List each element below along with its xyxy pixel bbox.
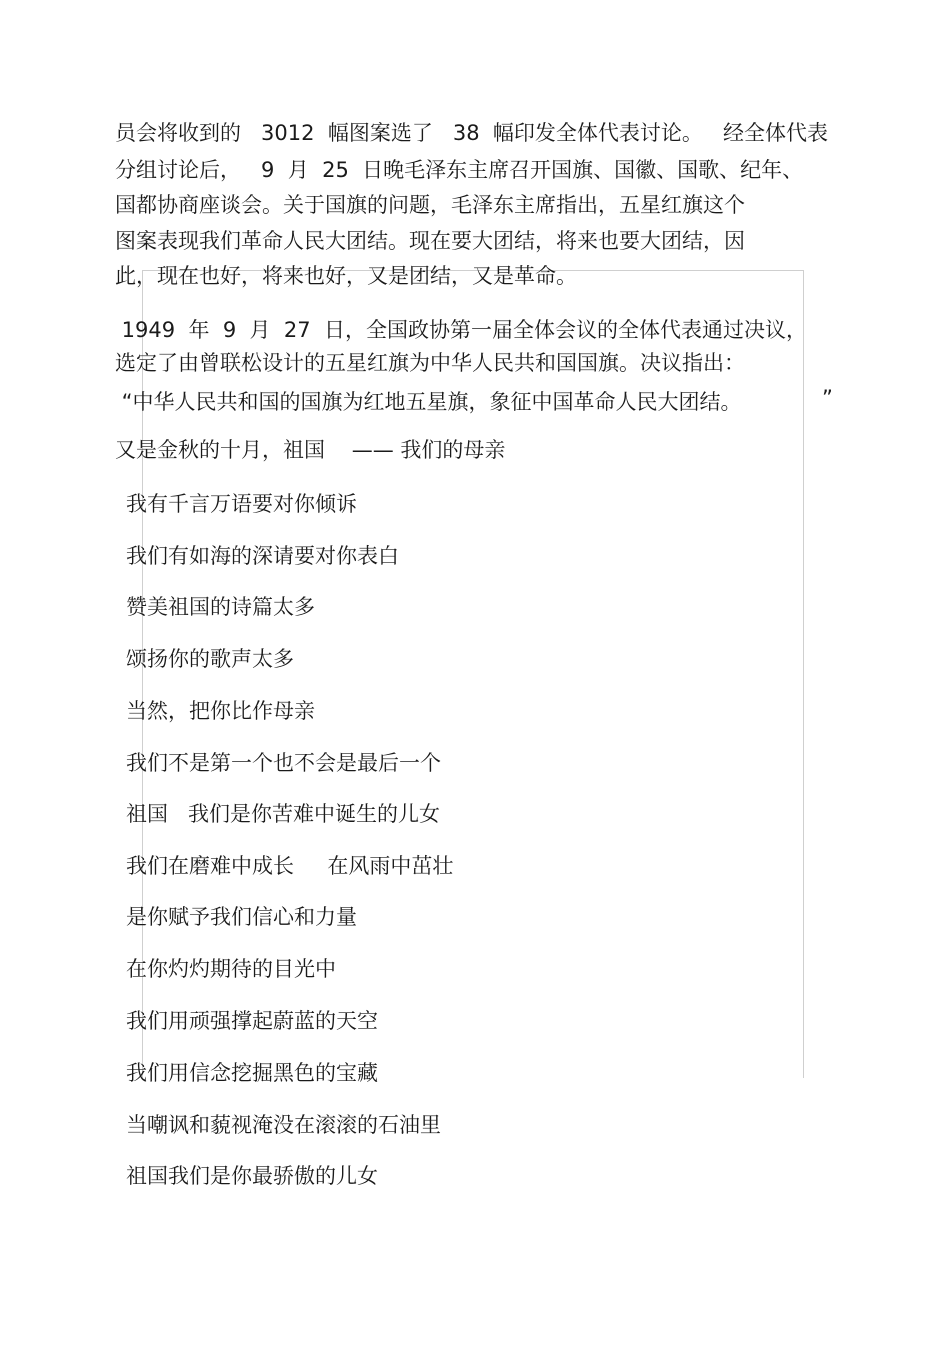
paragraph1-line-4: 图案表现我们革命人民大团结。现在要大团结，将来也要大团结，因: [115, 229, 745, 253]
paragraph2-line-2: 选定了由曾联松设计的五星红旗为中华人民共和国国旗。决议指出：: [115, 351, 745, 375]
poem-line: 在你灼灼期待的目光中: [126, 957, 336, 981]
poem-line: 我们在磨难中成长 在风雨中茁壮: [126, 854, 454, 878]
closing-quote-mark: ”: [822, 386, 833, 410]
poem-line: 颂扬你的歌声太多: [126, 647, 294, 671]
poem-line: 当嘲讽和藐视淹没在滚滚的石油里: [126, 1113, 441, 1137]
poem-intro: 又是金秋的十月，祖国 —— 我们的母亲: [115, 438, 506, 462]
paragraph2-line-3: “中华人民共和国的国旗为红地五星旗，象征中国革命人民大团结。: [115, 390, 742, 414]
poem-line: 我们用信念挖掘黑色的宝藏: [126, 1061, 378, 1085]
poem-line: 我们有如海的深请要对你表白: [126, 544, 399, 568]
paragraph1-line-1: 员会将收到的 3012 幅图案选了 38 幅印发全体代表讨论。 经全体代表: [115, 121, 828, 145]
poem-line: 我们用顽强撑起蔚蓝的天空: [126, 1009, 378, 1033]
poem-line: 我们不是第一个也不会是最后一个: [126, 751, 441, 775]
paragraph1-line-3: 国都协商座谈会。关于国旗的问题，毛泽东主席指出，五星红旗这个: [115, 193, 745, 217]
poem-line: 是你赋予我们信心和力量: [126, 905, 357, 929]
frame-right-border: [803, 270, 804, 1078]
paragraph2-line-1: 1949 年 9 月 27 日，全国政协第一届全体会议的全体代表通过决议，: [115, 318, 807, 342]
poem-line: 我有千言万语要对你倾诉: [126, 492, 357, 516]
paragraph1-line-5: 此，现在也好，将来也好，又是团结，又是革命。: [115, 264, 577, 288]
poem-line: 祖国我们是你最骄傲的儿女: [126, 1164, 378, 1188]
poem-line: 赞美祖国的诗篇太多: [126, 595, 315, 619]
paragraph1-line-2: 分组讨论后， 9 月 25 日晚毛泽东主席召开国旗、国徽、国歌、纪年、: [115, 158, 804, 182]
poem-line: 祖国 我们是你苦难中诞生的儿女: [126, 802, 441, 826]
poem-line: 当然，把你比作母亲: [126, 699, 315, 723]
